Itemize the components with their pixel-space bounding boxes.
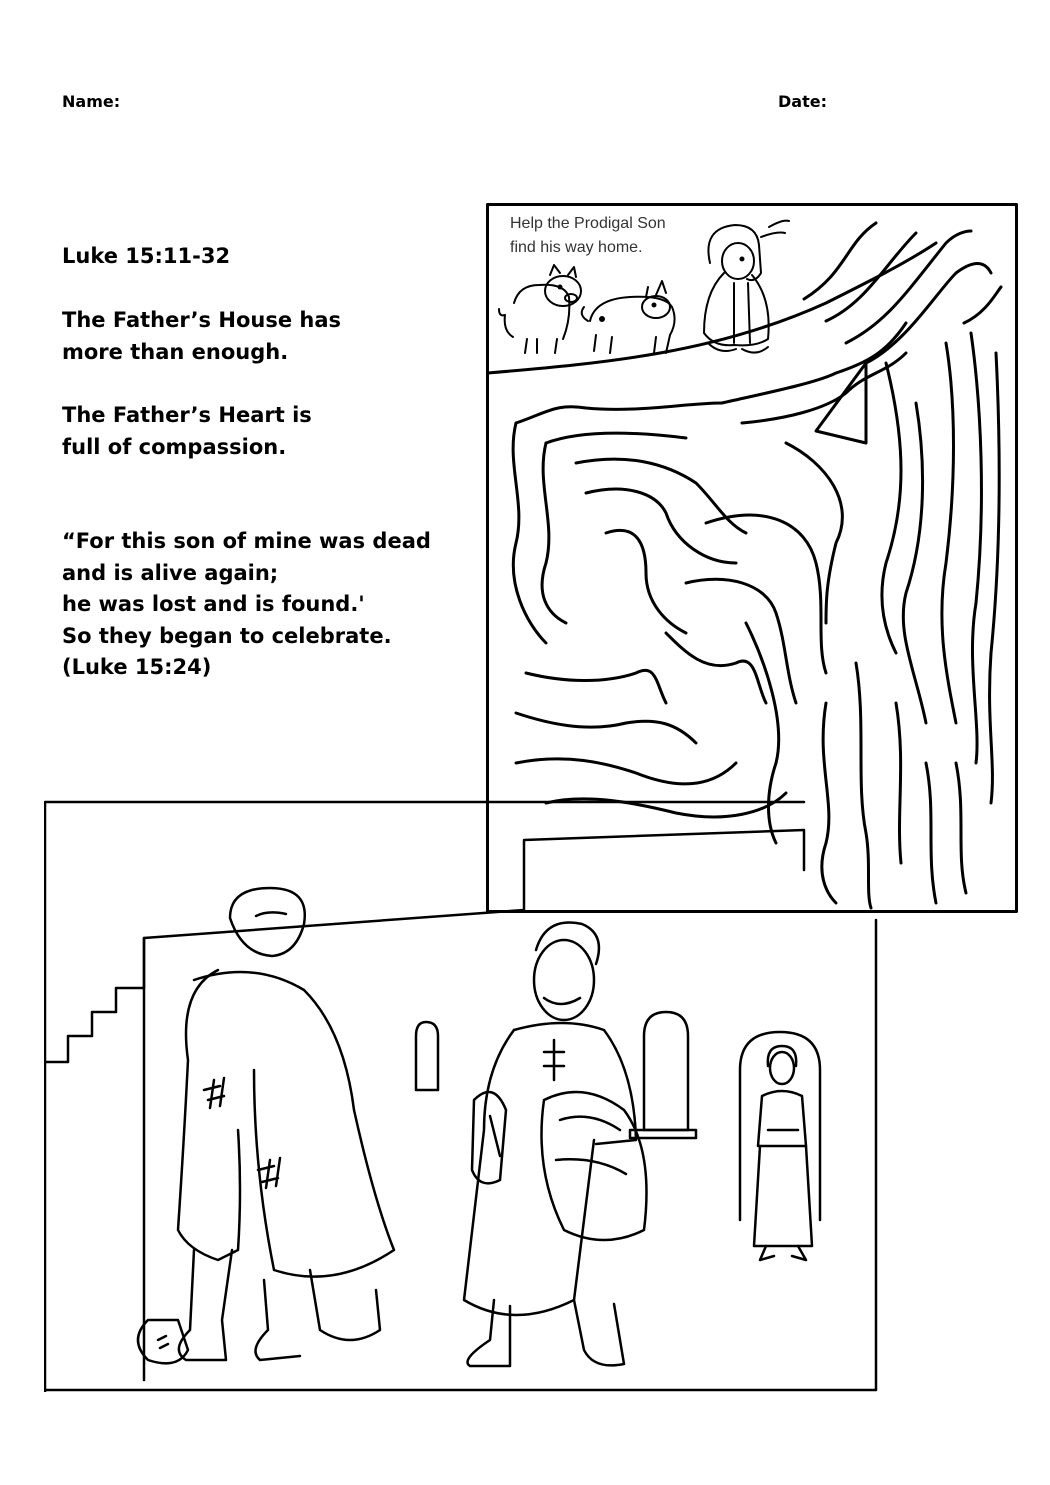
statement-fathers-house bbox=[62, 304, 341, 368]
older-brother-icon bbox=[754, 1046, 812, 1260]
maze-wall bbox=[882, 363, 901, 653]
quote-line: “For this son of mine was dead bbox=[62, 529, 431, 553]
maze-wall bbox=[666, 633, 766, 703]
maze-wall bbox=[516, 713, 696, 743]
name-label: Name: bbox=[62, 92, 121, 111]
arched-window bbox=[416, 1022, 438, 1090]
maze-wall bbox=[606, 530, 686, 633]
maze-wall bbox=[926, 763, 936, 903]
statement-line: The Father’s Heart is bbox=[62, 403, 312, 427]
father-hugging-son-icon bbox=[138, 888, 394, 1363]
statement-line: full of compassion. bbox=[62, 435, 287, 459]
prodigal-son-scene bbox=[44, 800, 878, 1392]
maze-wall bbox=[542, 443, 566, 623]
quote-line: he was lost and is found.' bbox=[62, 592, 365, 616]
pig-icon bbox=[582, 281, 675, 353]
maze-wall bbox=[513, 423, 546, 643]
maze-wall bbox=[526, 670, 666, 703]
maze-instruction-line: Help the Prodigal Son bbox=[510, 215, 666, 232]
house-icon bbox=[44, 830, 820, 1380]
maze-instruction-line: find his way home. bbox=[510, 239, 643, 256]
maze-wall bbox=[903, 403, 926, 723]
date-label: Date: bbox=[778, 92, 827, 111]
statement-line: more than enough. bbox=[62, 340, 289, 364]
maze-wall bbox=[896, 703, 901, 863]
quote-line: and is alive again; bbox=[62, 560, 279, 585]
maze-wall bbox=[516, 759, 736, 784]
maze-wall bbox=[576, 459, 746, 533]
folded-robe bbox=[542, 1092, 647, 1240]
maze-wall bbox=[826, 233, 916, 321]
maze-wall bbox=[971, 333, 981, 763]
scripture-reference: Luke 15:11-32 bbox=[62, 244, 231, 268]
maze-wall bbox=[516, 403, 722, 423]
maze-wall bbox=[816, 363, 866, 443]
maze-wall bbox=[942, 343, 956, 723]
maze-wall bbox=[990, 353, 1000, 803]
maze-wall bbox=[586, 489, 736, 563]
maze-wall bbox=[846, 231, 971, 343]
scene-border bbox=[45, 802, 804, 1392]
servant-with-robe-icon bbox=[464, 922, 647, 1366]
bible-quote bbox=[62, 526, 431, 684]
arched-window bbox=[644, 1012, 688, 1130]
maze-wall bbox=[786, 443, 842, 623]
maze-wall bbox=[706, 515, 826, 673]
maze-wall bbox=[546, 433, 686, 443]
maze-wall bbox=[686, 579, 796, 703]
maze-wall bbox=[742, 353, 906, 423]
maze-wall bbox=[956, 763, 966, 893]
sandals bbox=[472, 1092, 506, 1183]
maze-wall bbox=[804, 223, 876, 299]
pig-icon bbox=[499, 265, 581, 353]
maze-wall bbox=[964, 287, 1001, 323]
quote-line: So they began to celebrate. bbox=[62, 623, 392, 648]
statement-fathers-heart bbox=[62, 399, 312, 463]
quote-citation: (Luke 15:24) bbox=[62, 655, 212, 679]
statement-line: The Father’s House has bbox=[62, 308, 341, 332]
